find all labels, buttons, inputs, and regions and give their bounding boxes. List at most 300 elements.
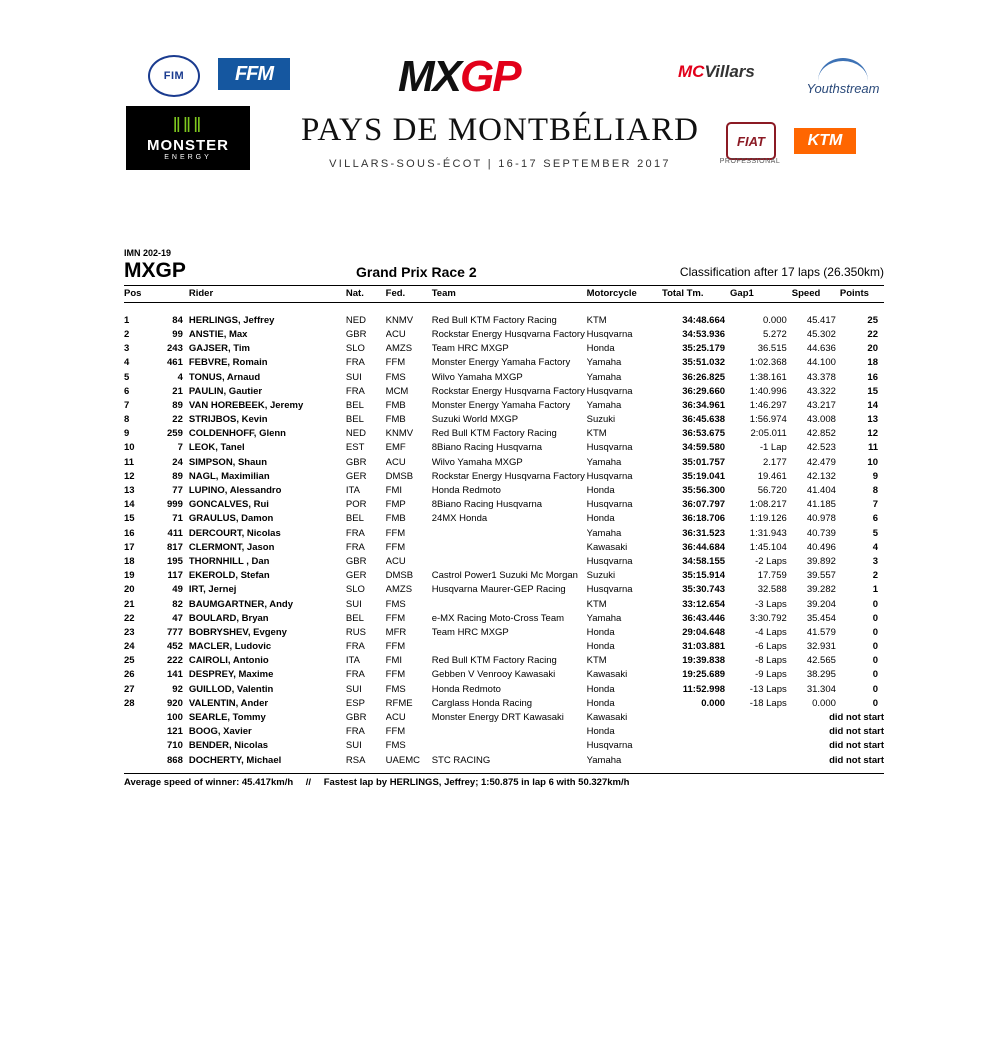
cell-gap: -13 Laps <box>749 683 787 695</box>
cell-speed: 40.496 <box>806 541 836 553</box>
cell-speed: 38.295 <box>806 669 836 681</box>
cell-gap: 19.461 <box>757 470 787 482</box>
cell-nat: SUI <box>345 598 362 610</box>
cell-gap: 0.000 <box>762 314 787 326</box>
footer-separator: // <box>305 777 312 789</box>
cell-rider: BENDER, Nicolas <box>188 740 269 752</box>
col-header-fed: Fed. <box>386 286 432 303</box>
cell-gap: -9 Laps <box>755 669 787 681</box>
cell-rider: ANSTIE, Max <box>188 328 248 340</box>
cell-points: 0 <box>872 697 878 709</box>
cell-total-time: 11:52.998 <box>682 683 726 695</box>
cell-nat: GER <box>345 470 367 482</box>
cell-motorcycle: Kawasaki <box>586 541 628 553</box>
cell-gap: 36.515 <box>757 343 787 355</box>
cell-speed: 40.739 <box>806 527 836 539</box>
cell-motorcycle: Husqvarna <box>586 740 633 752</box>
cell-motorcycle: Husqvarna <box>586 470 633 482</box>
cell-total-time: 31:03.881 <box>682 641 726 653</box>
monster-energy-logo <box>126 106 250 170</box>
cell-pos: 5 <box>124 371 130 383</box>
table-row <box>124 413 884 427</box>
cell-speed: 43.008 <box>806 414 836 426</box>
cell-points: 0 <box>872 626 878 638</box>
table-row <box>124 342 884 356</box>
cell-number: 49 <box>172 584 183 596</box>
cell-number: 92 <box>172 683 183 695</box>
cell-speed: 41.185 <box>806 499 836 511</box>
cell-pos: 9 <box>124 428 130 440</box>
cell-number: 84 <box>172 314 183 326</box>
cell-motorcycle: KTM <box>586 428 607 440</box>
cell-gap: 1:46.297 <box>749 399 787 411</box>
cell-pos: 28 <box>124 697 135 709</box>
cell-rider: VAN HOREBEEK, Jeremy <box>188 399 304 411</box>
cell-speed: 32.931 <box>806 641 836 653</box>
cell-nat: POR <box>345 499 367 511</box>
cell-points: 14 <box>867 399 878 411</box>
results-table <box>124 285 884 767</box>
cell-gap: 56.720 <box>757 485 787 497</box>
table-row <box>124 384 884 398</box>
cell-points: 22 <box>867 328 878 340</box>
cell-pos: 1 <box>124 314 130 326</box>
cell-pos: 22 <box>124 612 135 624</box>
cell-number: 82 <box>172 598 183 610</box>
cell-nat: EST <box>345 442 365 454</box>
cell-points: 20 <box>867 343 878 355</box>
cell-nat: SLO <box>345 343 365 355</box>
cell-total-time: 35:30.743 <box>682 584 726 596</box>
cell-number: 777 <box>167 626 183 638</box>
cell-number: 117 <box>167 570 183 582</box>
cell-speed: 42.132 <box>806 470 836 482</box>
cell-motorcycle: Honda <box>586 697 615 709</box>
cell-team: Gebben V Venrooy Kawasaki <box>431 669 556 681</box>
cell-speed: 35.454 <box>806 612 836 624</box>
table-row <box>124 540 884 554</box>
cell-number: 47 <box>172 612 183 624</box>
ffm-logo: FFM <box>218 58 290 90</box>
cell-motorcycle: Yamaha <box>586 399 622 411</box>
cell-points: 0 <box>872 598 878 610</box>
cell-gap: -3 Laps <box>755 598 787 610</box>
cell-team: Monster Energy DRT Kawasaki <box>431 712 564 724</box>
cell-nat: SLO <box>345 584 365 596</box>
cell-speed: 42.523 <box>806 442 836 454</box>
col-header-motorcycle: Motorcycle <box>587 286 662 303</box>
cell-gap: 2.177 <box>762 456 787 468</box>
cell-total-time: 36:45.638 <box>682 414 726 426</box>
cell-pos <box>124 753 147 767</box>
cell-rider: IRT, Jernej <box>188 584 237 596</box>
table-row-dns <box>124 753 884 767</box>
cell-rider: VALENTIN, Ander <box>188 697 269 709</box>
cell-status: did not start <box>829 726 884 738</box>
results-table-body <box>124 303 884 768</box>
cell-number: 89 <box>172 470 183 482</box>
cell-team <box>432 739 587 753</box>
cell-fed: FMB <box>385 414 406 426</box>
cell-total-time: 36:26.825 <box>682 371 726 383</box>
cell-motorcycle: Honda <box>586 641 615 653</box>
cell-pos <box>124 739 147 753</box>
cell-total-time: 35:56.300 <box>682 485 726 497</box>
cell-fed: FMP <box>385 499 406 511</box>
cell-gap: -18 Laps <box>749 697 787 709</box>
col-header-points: Points <box>840 286 884 303</box>
cell-nat: BEL <box>345 612 364 624</box>
cell-motorcycle: Yamaha <box>586 371 622 383</box>
cell-team <box>432 526 587 540</box>
cell-speed: 43.322 <box>806 385 836 397</box>
event-location-date: VILLARS-SOUS-ÉCOT | 16-17 SEPTEMBER 2017 <box>329 158 671 170</box>
cell-nat: FRA <box>345 541 365 553</box>
cell-points: 0 <box>872 612 878 624</box>
cell-rider: MACLER, Ludovic <box>188 641 272 653</box>
cell-motorcycle: Husqvarna <box>586 499 633 511</box>
cell-nat: RSA <box>345 754 366 766</box>
monster-claw-icon: ‖‖‖ <box>172 114 204 137</box>
cell-pos: 2 <box>124 328 130 340</box>
cell-team: Rockstar Energy Husqvarna Factory <box>431 328 585 340</box>
cell-pos <box>124 725 147 739</box>
table-row <box>124 455 884 469</box>
cell-fed: ACU <box>385 555 406 567</box>
cell-team: Wilvo Yamaha MXGP <box>431 456 523 468</box>
cell-motorcycle: KTM <box>586 655 607 667</box>
cell-pos: 21 <box>124 598 135 610</box>
table-row-dns <box>124 725 884 739</box>
cell-motorcycle: Husqvarna <box>586 385 633 397</box>
cell-total-time: 36:44.684 <box>682 541 726 553</box>
cell-team: e-MX Racing Moto-Cross Team <box>431 612 565 624</box>
cell-fed: KNMV <box>385 428 414 440</box>
cell-motorcycle: Kawasaki <box>586 669 628 681</box>
cell-fed: FFM <box>385 669 406 681</box>
table-row <box>124 313 884 327</box>
cell-fed: FMS <box>385 598 406 610</box>
cell-fed: MFR <box>385 626 407 638</box>
sheet-footer <box>124 773 884 788</box>
cell-number: 99 <box>172 328 183 340</box>
cell-gap: -6 Laps <box>755 641 787 653</box>
cell-team <box>432 540 587 554</box>
cell-fed: FMB <box>385 513 406 525</box>
mxgp-logo <box>398 52 520 102</box>
cell-fed: UAEMC <box>385 754 420 766</box>
mcvillars-villars-text: Villars <box>704 62 755 81</box>
cell-rider: DOCHERTY, Michael <box>188 754 282 766</box>
cell-pos: 11 <box>124 456 135 468</box>
monster-energy-word: ENERGY <box>164 153 212 161</box>
col-header-total-time: Total Tm. <box>662 286 730 303</box>
cell-motorcycle: KTM <box>586 598 607 610</box>
cell-team: Husqvarna Maurer-GEP Racing <box>431 584 566 596</box>
cell-nat: FRA <box>345 726 365 738</box>
table-row <box>124 640 884 654</box>
cell-gap: 2:05.011 <box>750 428 787 440</box>
cell-motorcycle: Yamaha <box>586 357 622 369</box>
sheet-title-row <box>124 259 884 285</box>
cell-fed: ACU <box>385 328 406 340</box>
col-header-team: Team <box>432 286 587 303</box>
cell-team: Team HRC MXGP <box>431 626 509 638</box>
cell-total-time: 19:39.838 <box>682 655 726 667</box>
col-header-number <box>147 286 189 303</box>
cell-motorcycle: Suzuki <box>586 414 616 426</box>
cell-rider: BOBRYSHEV, Evgeny <box>188 626 287 638</box>
cell-gap: -2 Laps <box>755 555 787 567</box>
cell-speed: 45.417 <box>806 314 836 326</box>
cell-total-time: 36:18.706 <box>682 513 726 525</box>
cell-team <box>432 597 587 611</box>
cell-team: STC RACING <box>431 754 491 766</box>
cell-team: Honda Redmoto <box>431 485 501 497</box>
race-name: Grand Prix Race 2 <box>356 264 477 280</box>
cell-total-time: 36:43.446 <box>682 612 726 624</box>
cell-rider: FEBVRE, Romain <box>188 357 268 369</box>
class-name: MXGP <box>124 259 186 282</box>
cell-rider: STRIJBOS, Kevin <box>188 414 268 426</box>
mcvillars-logo <box>678 62 755 82</box>
cell-points: 4 <box>872 541 878 553</box>
cell-pos: 27 <box>124 683 135 695</box>
cell-team: Monster Energy Yamaha Factory <box>431 357 571 369</box>
table-row <box>124 611 884 625</box>
cell-number: 999 <box>167 499 183 511</box>
cell-speed: 40.978 <box>806 513 836 525</box>
cell-fed: AMZS <box>385 343 413 355</box>
cell-pos: 14 <box>124 499 135 511</box>
table-row-dns <box>124 739 884 753</box>
cell-nat: NED <box>345 428 366 440</box>
cell-pos: 16 <box>124 527 135 539</box>
cell-points: 10 <box>867 456 878 468</box>
imn-code: IMN 202-19 <box>124 248 172 258</box>
cell-nat: GBR <box>345 555 367 567</box>
cell-number: 920 <box>167 697 183 709</box>
cell-motorcycle: Husqvarna <box>586 555 633 567</box>
cell-number: 243 <box>167 343 183 355</box>
cell-total-time: 19:25.689 <box>682 669 726 681</box>
cell-gap: 32.588 <box>757 584 787 596</box>
cell-rider: EKEROLD, Stefan <box>188 570 270 582</box>
cell-speed: 41.404 <box>806 485 836 497</box>
cell-fed: EMF <box>385 442 406 454</box>
cell-fed: RFME <box>385 697 413 709</box>
cell-points: 12 <box>867 428 878 440</box>
cell-team: 8Biano Racing Husqvarna <box>431 499 543 511</box>
cell-speed: 42.565 <box>806 655 836 667</box>
event-name: PAYS DE MONTBÉLIARD <box>301 112 699 148</box>
cell-number: 710 <box>167 740 183 752</box>
cell-number: 222 <box>167 655 183 667</box>
cell-team: Red Bull KTM Factory Racing <box>431 314 557 326</box>
cell-gap: 17.759 <box>757 570 787 582</box>
cell-rider: BAUMGARTNER, Andy <box>188 598 294 610</box>
cell-number: 121 <box>167 726 183 738</box>
cell-pos: 18 <box>124 555 135 567</box>
cell-pos: 7 <box>124 399 130 411</box>
cell-team: Castrol Power1 Suzuki Mc Morgan <box>431 570 578 582</box>
cell-nat: ITA <box>345 655 360 667</box>
classification-summary: Classification after 17 laps (26.350km) <box>679 265 884 279</box>
cell-nat: SUI <box>345 371 362 383</box>
results-sheet <box>124 248 884 788</box>
cell-nat: ESP <box>345 697 365 709</box>
cell-gap: 5.272 <box>762 328 787 340</box>
cell-speed: 39.282 <box>806 584 836 596</box>
cell-motorcycle: Honda <box>586 626 615 638</box>
cell-number: 141 <box>167 669 183 681</box>
average-speed-text: Average speed of winner: 45.417km/h <box>124 777 294 789</box>
cell-fed: FMI <box>385 485 403 497</box>
cell-nat: SUI <box>345 683 362 695</box>
cell-nat: BEL <box>345 399 364 411</box>
cell-nat: BEL <box>345 414 364 426</box>
cell-pos: 20 <box>124 584 135 596</box>
cell-team: 8Biano Racing Husqvarna <box>431 442 543 454</box>
cell-motorcycle: Yamaha <box>586 527 622 539</box>
cell-nat: GBR <box>345 712 367 724</box>
cell-total-time: 35:01.757 <box>682 456 726 468</box>
cell-points: 3 <box>872 555 878 567</box>
mxgp-logo-mx: MX <box>398 52 460 101</box>
mxgp-logo-gp: GP <box>460 52 520 101</box>
cell-team: Red Bull KTM Factory Racing <box>431 428 557 440</box>
cell-pos: 6 <box>124 385 130 397</box>
cell-rider: CLERMONT, Jason <box>188 541 275 553</box>
cell-motorcycle: KTM <box>586 314 607 326</box>
cell-pos: 23 <box>124 626 135 638</box>
table-row-dns <box>124 710 884 724</box>
fim-logo: FIM <box>148 55 200 97</box>
cell-gap: 1:56.974 <box>749 414 787 426</box>
cell-rider: LUPINO, Alessandro <box>188 485 282 497</box>
cell-number: 461 <box>167 357 183 369</box>
cell-pos: 15 <box>124 513 135 525</box>
results-header-row <box>124 286 884 303</box>
cell-points: 1 <box>872 584 878 596</box>
cell-rider: GRAULUS, Damon <box>188 513 274 525</box>
cell-rider: NAGL, Maximilian <box>188 470 270 482</box>
table-row <box>124 696 884 710</box>
cell-speed: 43.217 <box>806 399 836 411</box>
cell-pos: 4 <box>124 357 130 369</box>
table-row <box>124 668 884 682</box>
cell-number: 868 <box>167 754 183 766</box>
cell-total-time: 36:31.523 <box>682 527 726 539</box>
cell-motorcycle: Kawasaki <box>586 712 628 724</box>
cell-rider: TONUS, Arnaud <box>188 371 261 383</box>
cell-fed: FMS <box>385 371 406 383</box>
cell-motorcycle: Yamaha <box>586 456 622 468</box>
table-row <box>124 398 884 412</box>
table-row <box>124 569 884 583</box>
cell-nat: GBR <box>345 328 367 340</box>
cell-rider: GAJSER, Tim <box>188 343 250 355</box>
cell-pos: 13 <box>124 485 135 497</box>
cell-total-time: 34:58.155 <box>682 555 726 567</box>
cell-fed: ACU <box>385 456 406 468</box>
table-spacer <box>124 303 884 314</box>
mcvillars-mc-text: MC <box>678 62 705 81</box>
cell-motorcycle: Yamaha <box>586 612 622 624</box>
cell-fed: KNMV <box>385 314 414 326</box>
cell-motorcycle: Honda <box>586 485 615 497</box>
cell-motorcycle: Suzuki <box>586 570 616 582</box>
cell-number: 4 <box>177 371 183 383</box>
cell-rider: PAULIN, Gautier <box>188 385 263 397</box>
cell-team: Rockstar Energy Husqvarna Factory <box>431 470 585 482</box>
cell-number: 89 <box>172 399 183 411</box>
cell-pos: 17 <box>124 541 135 553</box>
cell-total-time: 36:29.660 <box>682 385 726 397</box>
cell-gap: 1:45.104 <box>749 541 787 553</box>
cell-points: 5 <box>872 527 878 539</box>
cell-points: 6 <box>872 513 878 525</box>
cell-points: 15 <box>867 385 878 397</box>
cell-nat: FRA <box>345 527 365 539</box>
cell-points: 18 <box>867 357 878 369</box>
cell-pos: 24 <box>124 641 135 653</box>
cell-speed: 42.479 <box>806 456 836 468</box>
cell-team <box>432 725 587 739</box>
cell-fed: FFM <box>385 357 406 369</box>
cell-speed: 39.557 <box>806 570 836 582</box>
cell-rider: COLDENHOFF, Glenn <box>188 428 286 440</box>
cell-speed: 44.636 <box>806 343 836 355</box>
cell-total-time: 29:04.648 <box>682 626 726 638</box>
cell-fed: FFM <box>385 527 406 539</box>
cell-nat: GER <box>345 570 367 582</box>
cell-speed: 43.378 <box>806 371 836 383</box>
cell-speed: 41.579 <box>806 626 836 638</box>
cell-total-time: 36:07.797 <box>682 499 726 511</box>
cell-status: did not start <box>829 754 884 766</box>
table-row <box>124 370 884 384</box>
cell-total-time: 34:53.936 <box>682 328 726 340</box>
cell-total-time: 34:48.664 <box>682 314 726 326</box>
cell-team <box>432 554 587 568</box>
cell-rider: BOOG, Xavier <box>188 726 252 738</box>
cell-gap: 1:38.161 <box>749 371 787 383</box>
cell-number: 817 <box>167 541 183 553</box>
cell-gap: 1:19.126 <box>749 513 787 525</box>
ktm-logo: KTM <box>794 128 856 154</box>
cell-team: 24MX Honda <box>431 513 488 525</box>
table-row <box>124 356 884 370</box>
cell-nat: ITA <box>345 485 360 497</box>
cell-points: 0 <box>872 683 878 695</box>
cell-points: 13 <box>867 414 878 426</box>
cell-motorcycle: Honda <box>586 683 615 695</box>
cell-points: 25 <box>867 314 878 326</box>
table-row <box>124 469 884 483</box>
cell-number: 22 <box>172 414 183 426</box>
youthstream-label: Youthstream <box>806 81 880 96</box>
col-header-gap: Gap1 <box>730 286 792 303</box>
cell-fed: FMS <box>385 683 406 695</box>
cell-status: did not start <box>829 740 884 752</box>
cell-team: Red Bull KTM Factory Racing <box>431 655 557 667</box>
monster-name: MONSTER <box>147 136 229 154</box>
cell-team: Monster Energy Yamaha Factory <box>431 399 571 411</box>
cell-pos: 8 <box>124 414 130 426</box>
cell-rider: DESPREY, Maxime <box>188 669 274 681</box>
table-row <box>124 654 884 668</box>
